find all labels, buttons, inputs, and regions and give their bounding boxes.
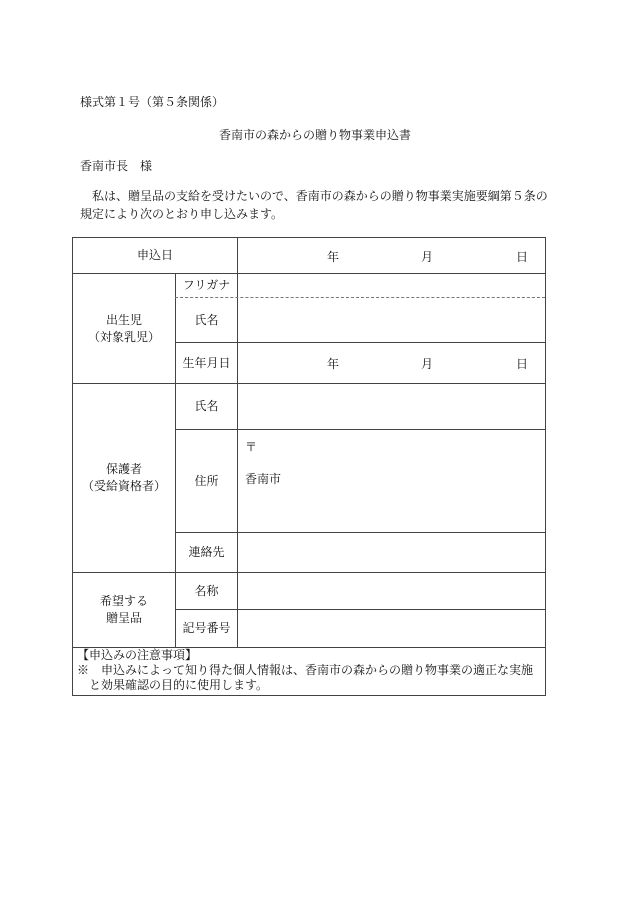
gift-label-line-2: 贈呈品 (105, 611, 142, 625)
guardian-group-label (73, 384, 175, 572)
document-title: 香南市の森からの贈り物事業申込書 (218, 128, 411, 142)
newborn-furigana-field[interactable] (238, 274, 545, 297)
newborn-furigana-label: フリガナ (182, 278, 231, 292)
guardian-address-label: 住所 (194, 473, 219, 488)
guardian-name-field[interactable] (238, 384, 545, 429)
guardian-label-line-2: （受給資格者） (81, 479, 166, 493)
newborn-name-field[interactable] (238, 298, 545, 342)
gift-item-name-label: 名称 (194, 583, 219, 598)
notes-section (77, 648, 543, 693)
guardian-contact-label: 連絡先 (188, 545, 225, 559)
postal-mark: 〒 (245, 440, 258, 454)
application-date-label: 申込日 (136, 248, 173, 262)
birthdate-year: 年 (327, 357, 340, 371)
newborn-label-line-2: （対象乳児） (87, 329, 160, 344)
guardian-address-field[interactable] (238, 430, 545, 532)
guardian-contact-field[interactable] (238, 533, 545, 572)
newborn-label-line-1: 出生児 (105, 312, 142, 327)
newborn-name-label: 氏名 (194, 312, 219, 327)
form-number: 様式第１号（第５条関係） (80, 95, 225, 109)
application-date-month: 月 (421, 250, 434, 264)
address-city-prefill: 香南市 (245, 472, 282, 486)
gift-group-label (73, 573, 175, 647)
birthdate-month: 月 (421, 357, 434, 371)
intro-line-2: 規定により次のとおり申し込みます。 (80, 207, 284, 221)
application-date-field[interactable] (238, 238, 545, 273)
newborn-birthdate-label: 生年月日 (182, 355, 231, 370)
guardian-name-label: 氏名 (194, 399, 219, 413)
gift-item-name-field[interactable] (238, 573, 545, 609)
application-date-year: 年 (327, 250, 340, 264)
newborn-birthdate-field[interactable] (238, 343, 545, 383)
notes-line-1: ※ 申込みによって知り得た個人情報は、香南市の森からの贈り物事業の適正な実施 (77, 663, 534, 677)
guardian-label-line-1: 保護者 (105, 462, 142, 476)
birthdate-day: 日 (516, 357, 529, 371)
gift-item-code-field[interactable] (238, 610, 545, 647)
table-border-right (545, 237, 546, 696)
application-date-day: 日 (516, 250, 529, 264)
newborn-group-label (73, 274, 175, 383)
gift-item-code-label: 記号番号 (182, 621, 231, 635)
gift-label-line-1: 希望する (99, 594, 148, 608)
notes-heading: 【申込みの注意事項】 (77, 648, 198, 662)
intro-line-1: 私は、贈呈品の支給を受けたいので、香南市の森からの贈り物事業実施要綱第５条の (80, 189, 548, 203)
addressee: 香南市長 様 (80, 159, 153, 173)
table-border-bottom (72, 695, 545, 696)
notes-line-2: と効果確認の目的に使用します。 (77, 678, 269, 692)
